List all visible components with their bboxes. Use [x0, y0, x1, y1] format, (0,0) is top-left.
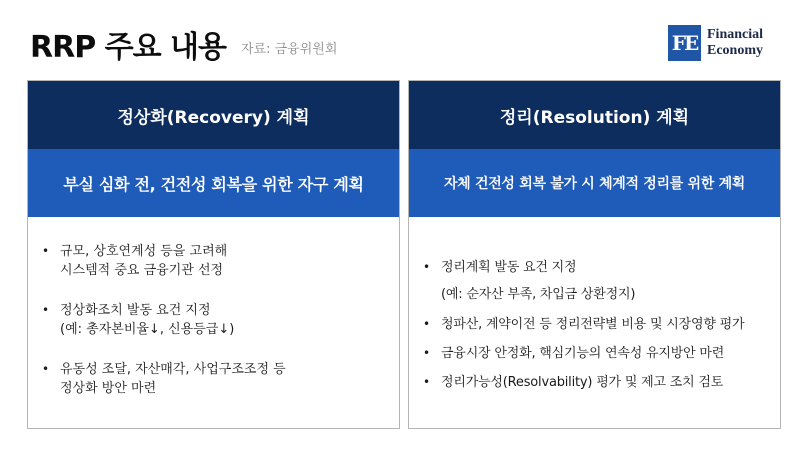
resolution-plan-panel [408, 80, 781, 429]
list-item-line: 정상화조치 발동 요건 지정 [60, 303, 211, 318]
bullet-icon: • [423, 260, 430, 274]
list-item-line: (예: 총자본비율↓, 신용등급↓) [60, 322, 235, 337]
list-item-line: 시스템적 중요 금융기관 선정 [60, 263, 224, 278]
bullet-icon: • [42, 303, 50, 317]
bullet-icon: • [423, 375, 430, 389]
list-item-line: 청파산, 계약이전 등 정리전략별 비용 및 시장영향 평가 [441, 317, 745, 332]
bullet-icon: • [42, 244, 50, 258]
recovery-plan-subtitle: 부실 심화 전, 건전성 회복을 위한 자구 계획 [28, 149, 399, 217]
bullet-icon: • [423, 346, 430, 360]
logo-wordmark [707, 27, 763, 59]
list-item-line: 금융시장 안정화, 핵심기능의 연속성 유지방안 마련 [441, 346, 725, 361]
resolution-plan-title: 정리(Resolution) 계획 [409, 81, 780, 149]
bullet-icon: • [42, 362, 50, 376]
page-title: RRP 주요 내용 [30, 30, 226, 65]
list-item-line: 규모, 상호연계성 등을 고려해 [60, 244, 228, 259]
bullet-icon: • [423, 317, 430, 331]
slide-header [0, 0, 800, 80]
recovery-plan-title: 정상화(Recovery) 계획 [28, 81, 399, 149]
resolution-plan-subtitle: 자체 건전성 회복 불가 시 체계적 정리를 위한 계획 [409, 149, 780, 217]
financial-economy-logo [668, 25, 788, 63]
list-item-line: 유동성 조달, 자산매각, 사업구조조정 등 [60, 362, 286, 377]
list-item-line: 정리계획 발동 요건 지정 [441, 260, 577, 275]
recovery-plan-panel [27, 80, 400, 429]
source-caption: 자료: 금융위원회 [241, 42, 338, 57]
logo-line-2: Economy [707, 43, 763, 58]
logo-line-1: Financial [707, 27, 764, 42]
list-item-line: 정리가능성(Resolvability) 평가 및 제고 조치 검토 [441, 375, 724, 390]
list-item-line: (예: 순자산 부족, 차입금 상환정지) [441, 287, 636, 302]
list-item-line: 정상화 방안 마련 [60, 381, 157, 396]
fe-logo-icon: FE [668, 25, 701, 61]
